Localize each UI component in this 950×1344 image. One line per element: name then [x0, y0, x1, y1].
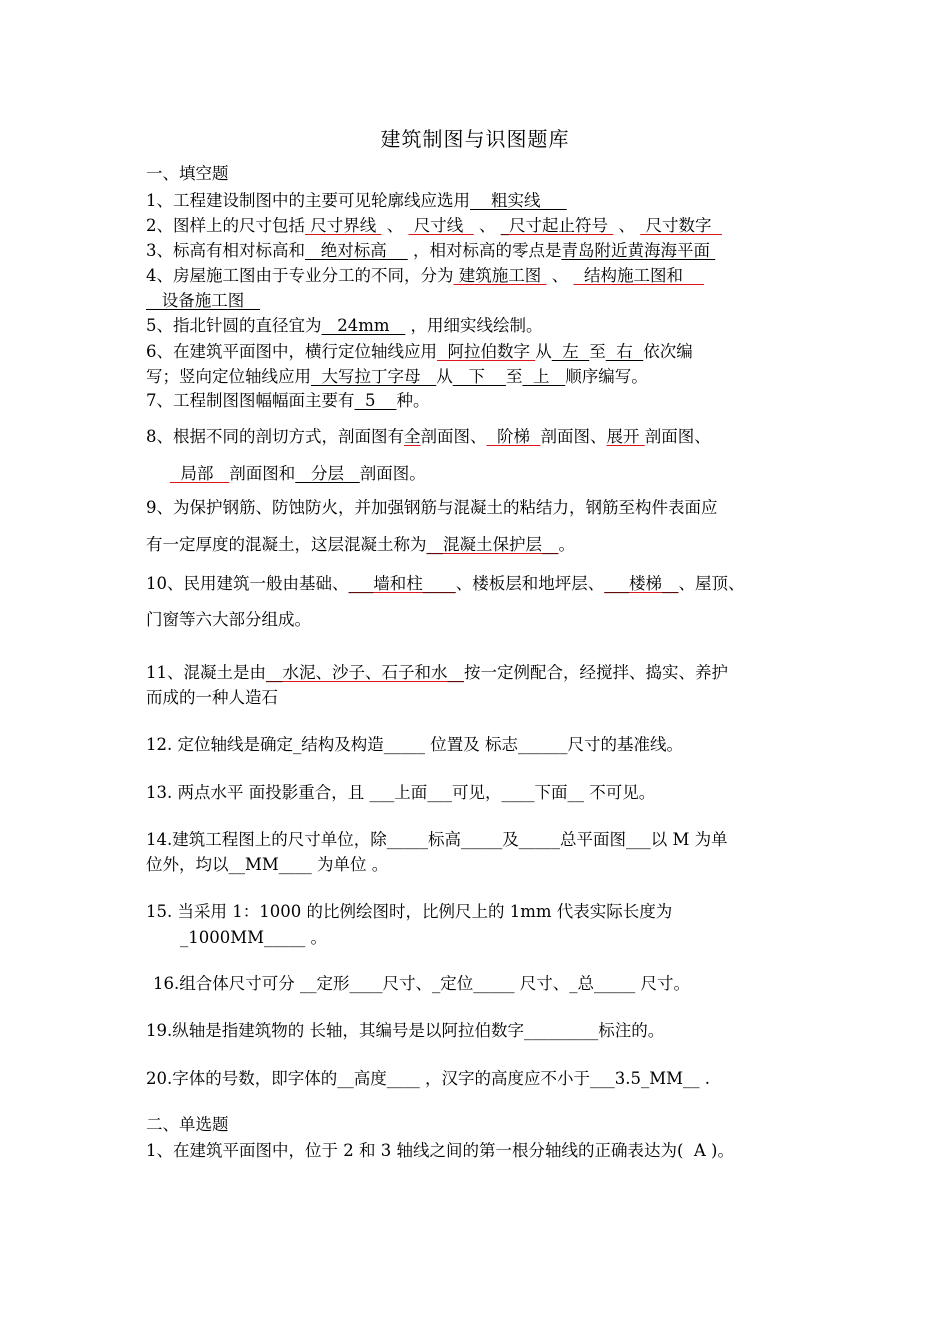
- answer-blank: 局部: [170, 464, 230, 483]
- question-2: [146, 215, 826, 237]
- page-title: 建筑制图与识图题库: [380, 127, 570, 151]
- question-19: 19.纵轴是指建筑物的 长轴，其编号是以阿拉伯数字_________标注的。: [146, 1021, 665, 1040]
- answer-blank: 青岛附近黄海海平面: [561, 241, 716, 260]
- question-text: 从: [436, 367, 453, 386]
- answer-blank: 左: [551, 342, 590, 361]
- question-16: 16.组合体尺寸可分 __定形____尺寸、_定位_____ 尺寸、_总_____ 尺寸。: [153, 974, 690, 993]
- question-9: 9、为保护钢筋、防蚀防火，并加强钢筋与混凝土的粘结力，钢筋至构件表面应: [146, 498, 718, 517]
- answer-blank: 建筑施工图: [453, 266, 547, 285]
- choice-question-1: 1、在建筑平面图中，位于 2 和 3 轴线之间的第一根分轴线的正确表达为( A )。: [146, 1141, 734, 1160]
- question-11-continued: 而成的一种人造石: [146, 688, 278, 707]
- question-20: 20.字体的号数，即字体的__高度____ ，汉字的高度应不小于___3.5_MM__ .: [146, 1069, 711, 1088]
- question-text: ，相对标高的零点是: [407, 241, 562, 260]
- question-text: 。: [558, 535, 575, 554]
- question-text: 3、标高有相对标高和: [146, 241, 305, 260]
- question-text: 7、工程制图图幅幅面主要有: [146, 391, 355, 410]
- answer-blank: ___楼梯__: [604, 574, 679, 593]
- question-text: 至: [589, 342, 606, 361]
- answer-blank: 右: [605, 342, 644, 361]
- question-8-continued: [170, 463, 850, 485]
- answer-blank: 粗实线: [470, 191, 567, 210]
- question-10: [146, 573, 826, 595]
- question-text: 剖面图和: [229, 464, 296, 483]
- question-5: [146, 315, 826, 337]
- separator: 、: [473, 216, 501, 235]
- separator: 、: [613, 216, 641, 235]
- question-text: ，用细实线绘制。: [405, 316, 543, 335]
- question-text: 2、图样上的尺寸包括: [146, 216, 305, 235]
- answer-blank: 5: [354, 391, 397, 410]
- question-text: 剖面图。: [359, 464, 426, 483]
- question-text: 、楼板层和地坪层、: [455, 574, 605, 593]
- question-text: 依次编: [643, 342, 693, 361]
- question-14-continued: 位外，均以__MM____ 为单位 。: [146, 855, 389, 874]
- question-text: 5、指北针圆的直径宜为: [146, 316, 322, 335]
- question-6-continued: [146, 366, 826, 388]
- answer-blank: 尺寸界线: [305, 216, 382, 235]
- answer-blank: 阶梯: [486, 427, 541, 446]
- question-7: [146, 390, 826, 412]
- question-text: 10、民用建筑一般由基础、: [146, 574, 349, 593]
- question-text: 6、在建筑平面图中，横行定位轴线应用: [146, 342, 437, 361]
- question-15: 15. 当采用 1：1000 的比例绘图时，比例尺上的 1mm 代表实际长度为: [146, 902, 673, 921]
- separator: 、: [381, 216, 409, 235]
- question-1: [146, 190, 826, 212]
- question-text: 剖面图、: [644, 427, 711, 446]
- section-fill-blank-heading: 一、填空题: [146, 164, 229, 183]
- question-text: 1、工程建设制图中的主要可见轮廓线应选用: [146, 191, 470, 210]
- question-text: 写；竖向定位轴线应用: [146, 367, 311, 386]
- question-text: 有一定厚度的混凝土，这层混凝土称为: [146, 535, 427, 554]
- section-single-choice-heading: 二、单选题: [146, 1115, 229, 1134]
- question-15-continued: _1000MM_____ 。: [180, 928, 328, 947]
- answer-blank: 结构施工图和: [573, 266, 704, 285]
- question-text: 11、混凝土是由: [146, 663, 266, 682]
- answer-blank: 下: [452, 367, 506, 386]
- question-6: [146, 341, 826, 363]
- question-4-continued: [146, 290, 826, 312]
- question-14: 14.建筑工程图上的尺寸单位，除_____标高_____及_____总平面图___以 M 为单: [146, 830, 728, 849]
- answer-blank: 阿拉伯数字: [437, 342, 536, 361]
- question-text: 剖面图、: [420, 427, 487, 446]
- answer-blank: 尺寸线: [408, 216, 474, 235]
- answer-blank: 展开: [606, 427, 645, 446]
- question-13: 13. 两点水平 面投影重合，且 ___上面___可见，____下面__ 不可见。: [146, 783, 656, 802]
- answer-blank: __混凝土保护层__: [426, 535, 559, 554]
- question-12: 12. 定位轴线是确定_结构及构造_____ 位置及 标志______尺寸的基准线。: [146, 735, 683, 754]
- question-3: [146, 240, 826, 262]
- answer-blank: 全: [404, 427, 421, 446]
- question-text: 8、根据不同的剖切方式，剖面图有: [146, 427, 404, 446]
- question-8: [146, 426, 826, 448]
- question-text: 至: [505, 367, 523, 386]
- answer-blank: 大写拉丁字母: [311, 367, 437, 386]
- answer-blank: __水泥、沙子、石子和水__: [266, 663, 464, 682]
- question-text: 顺序编写。: [565, 367, 648, 386]
- answer-blank: 尺寸数字: [640, 216, 722, 235]
- separator: 、: [546, 266, 574, 285]
- question-text: 剖面图、: [540, 427, 607, 446]
- question-text: 按一定例配合，经搅拌、捣实、养护: [464, 663, 728, 682]
- answer-blank: 设备施工图: [146, 291, 260, 310]
- answer-blank: 上: [522, 367, 566, 386]
- question-text: 、屋顶、: [678, 574, 745, 593]
- question-text: 从: [535, 342, 552, 361]
- question-9-continued: [146, 534, 826, 556]
- answer-blank: 24mm: [321, 316, 406, 335]
- answer-blank: _尺寸起止符号: [500, 216, 614, 235]
- question-4: [146, 265, 826, 287]
- question-text: 种。: [396, 391, 430, 410]
- answer-blank: 绝对标高: [305, 241, 408, 260]
- answer-blank: 分层: [295, 464, 360, 483]
- question-11: [146, 662, 826, 684]
- answer-blank: ___墙和柱____: [348, 574, 456, 593]
- question-10-continued: 门窗等六大部分组成。: [146, 610, 311, 629]
- question-text: 4、房屋施工图由于专业分工的不同，分为: [146, 266, 454, 285]
